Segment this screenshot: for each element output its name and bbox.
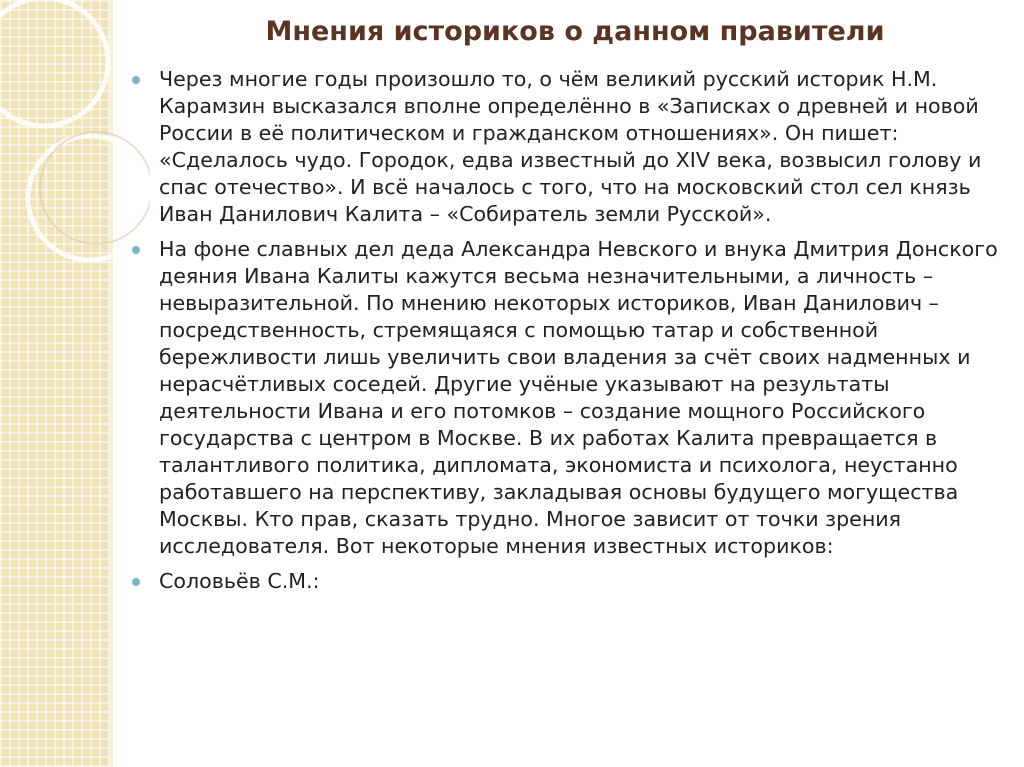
bullet-dot-icon: [132, 246, 140, 254]
bullet-item-1: [132, 66, 1022, 228]
slide-title: Мнения историков о данном правители: [265, 16, 885, 47]
bullet-text-2: На фоне славных дел деда Александра Невского и внука Дмитрия Донского деяния Ивана Калиты кажутся весьма незначительными, а личность – невыразительной. По мнению некоторых историков, Иван Данилович – посредственность, стремящаяся с помощью татар и собственной бережливости лишь увеличить свои владения за счёт своих надменных и нерасчётливых соседей. Другие учёные указывают на результаты деятельности Ивана и его потомков – создание мощного Российского государства с центром в Москве. В их работах Калита превращается в талантливого политика, дипломата, экономиста и психолога, неустанно работавшего на перспективу, закладывая основы будущего могущества Москвы. Кто прав, сказать трудно. Многое зависит от точки зрения исследователя. Вот некоторые мнения известных историков:: [159, 237, 998, 558]
bullet-text-3: Соловьёв С.М.:: [159, 569, 320, 593]
ring-large: [0, 0, 108, 126]
bullet-item-2: [132, 236, 1022, 560]
bullet-dot-icon: [132, 578, 140, 586]
bullet-item-3: [132, 568, 1022, 595]
bullet-dot-icon: [132, 76, 140, 84]
bullet-text-1: Через многие годы произошло то, о чём великий русский историк Н.М. Карамзин высказался вполне определённо в «Записках о древней и новой России в её политическом и гражданском отношениях». Он пишет: «Сделалось чудо. Городок, едва известный до XIV века, возвысил голову и спас отечество». И всё началось с того, что на московский стол сел князь Иван Данилович Калита – «Собиратель земли Русской».: [159, 67, 982, 226]
decorative-rings: [0, 0, 150, 330]
bullet-list: [132, 66, 1022, 603]
